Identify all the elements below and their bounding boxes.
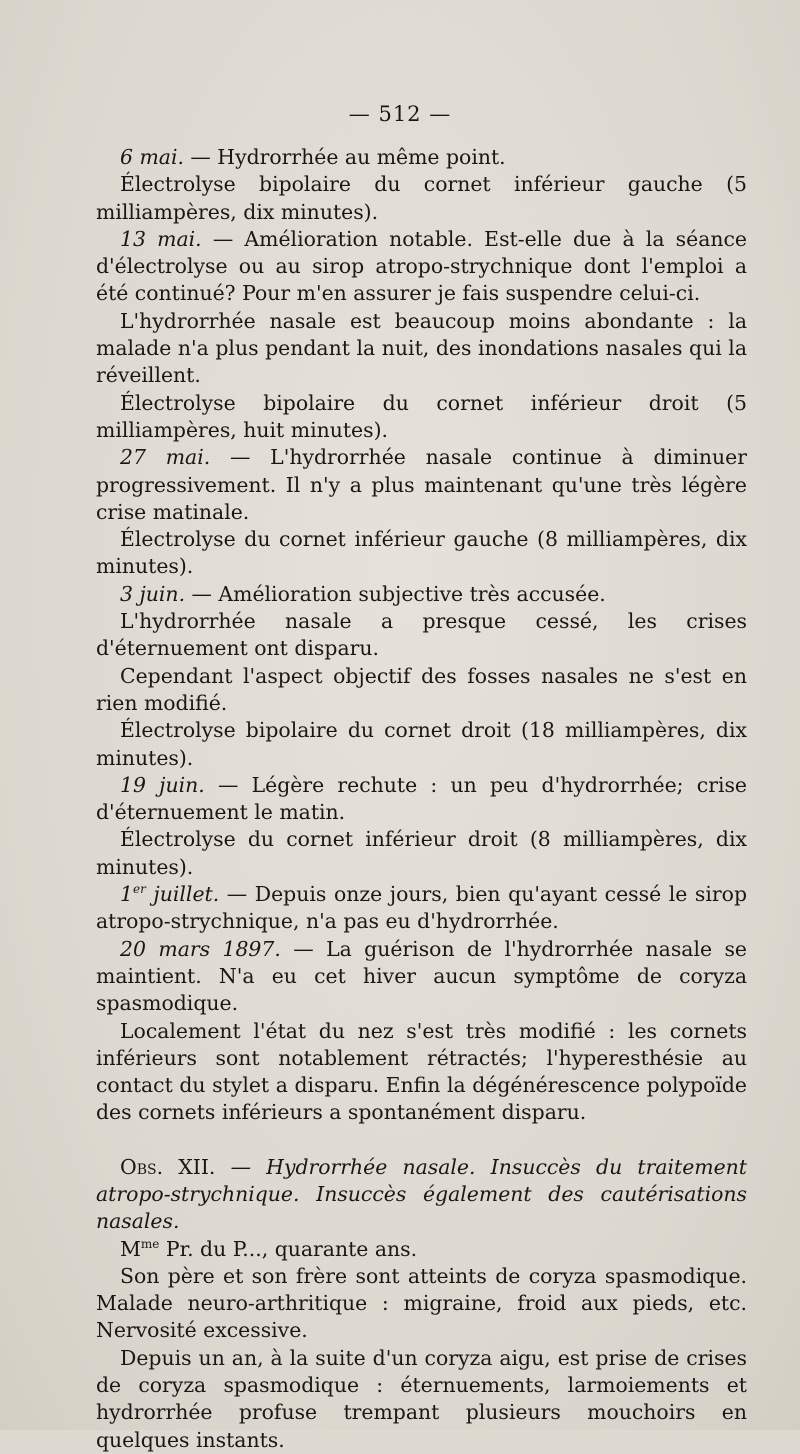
paragraph: 27 mai. — L'hydrorrhée nasale continue à diminuer progressivement. Il n'y a plus maintenant qu'une très légère crise matinale. — [96, 445, 747, 524]
paragraph: 1er juillet. — Depuis onze jours, bien qu'ayant cessé le sirop atropo-strychnique, n'a pas eu d'hydrorrhée. — [96, 882, 747, 934]
paragraph: 19 juin. — Légère rechute : un peu d'hydrorrhée; crise d'éternuement le matin. — [96, 772, 747, 825]
body-text — [96, 144, 747, 1454]
page-number: — 512 — — [348, 102, 452, 126]
paragraph: Localement l'état du nez s'est très modifié : les cornets inférieurs sont notablement rétractés; l'hyperesthésie au contact du stylet a disparu. Enfin la dégénérescence polypoïde des cornets inférieurs a spontanément disparu. — [96, 1018, 747, 1125]
paragraph: Électrolyse du cornet inférieur droit (8 milliampères, dix minutes). — [96, 827, 747, 879]
paragraph: Cependant l'aspect objectif des fosses nasales ne s'est en rien modifié. — [96, 663, 747, 715]
paragraph: Électrolyse bipolaire du cornet droit (18 milliampères, dix minutes). — [96, 718, 747, 770]
paragraph: Électrolyse du cornet inférieur gauche (8 milliampères, dix minutes). — [96, 527, 747, 579]
paragraph: Électrolyse bipolaire du cornet inférieur gauche (5 milliampères, dix minutes). — [96, 172, 747, 224]
patient-line: $M^{me}$ Pr. du P..., quarante ans. — [120, 1236, 418, 1261]
paragraph: Son père et son frère sont atteints de coryza spasmodique. Malade neuro-arthritique : migraine, froid aux pieds, etc. Nervosité excessive. — [96, 1263, 747, 1343]
entry-date: 6 mai. — [120, 145, 184, 169]
paragraph: 6 mai. — Hydrorrhée au même point. — [120, 145, 506, 169]
entry-date: 3 juin. — [120, 581, 186, 606]
observation-heading — [96, 1154, 747, 1236]
observation-label: Obs. XII. — [120, 1154, 216, 1179]
paragraph: L'hydrorrhée nasale est beaucoup moins abondante : la malade n'a plus pendant la nuit, des inondations nasales qui la réveillent. — [96, 308, 747, 388]
observation-title: — Hydrorrhée nasale. Insuccès du traitement atropo-strychnique. Insuccès également des cautérisations nasales. — [96, 1154, 747, 1234]
paragraph: 13 mai. — Amélioration notable. Est-elle due à la séance d'électrolyse ou au sirop atropo-strychnique dont l'emploi a été continué? Pour m'en assurer je fais suspendre celui-ci. — [96, 226, 747, 306]
paragraph: 3 juin. — Amélioration subjective très accusée. — [120, 581, 606, 606]
paragraph: Depuis un an, à la suite d'un coryza aigu, est prise de crises de coryza spasmodique : éternuements, larmoiements et hydrorrhée profuse trempant plusieurs mouchoirs en quelques instants. — [96, 1345, 747, 1452]
paragraph: Électrolyse bipolaire du cornet inférieur droit (5 milliampères, huit minutes). — [96, 390, 747, 442]
entry-date: 20 mars 1897. — [120, 936, 281, 961]
entry-date: 27 mai. — [120, 445, 211, 470]
entry-date: 1er juillet. — [120, 882, 220, 907]
paragraph: L'hydrorrhée nasale a presque cessé, les crises d'éternuement ont disparu. — [96, 609, 747, 661]
entry-date: 13 mai. — [120, 226, 202, 251]
paragraph: 20 mars 1897. — La guérison de l'hydrorrhée nasale se maintient. N'a eu cet hiver aucun symptôme de coryza spasmodique. — [96, 936, 747, 1016]
entry-date: 19 juin. — [120, 772, 205, 797]
